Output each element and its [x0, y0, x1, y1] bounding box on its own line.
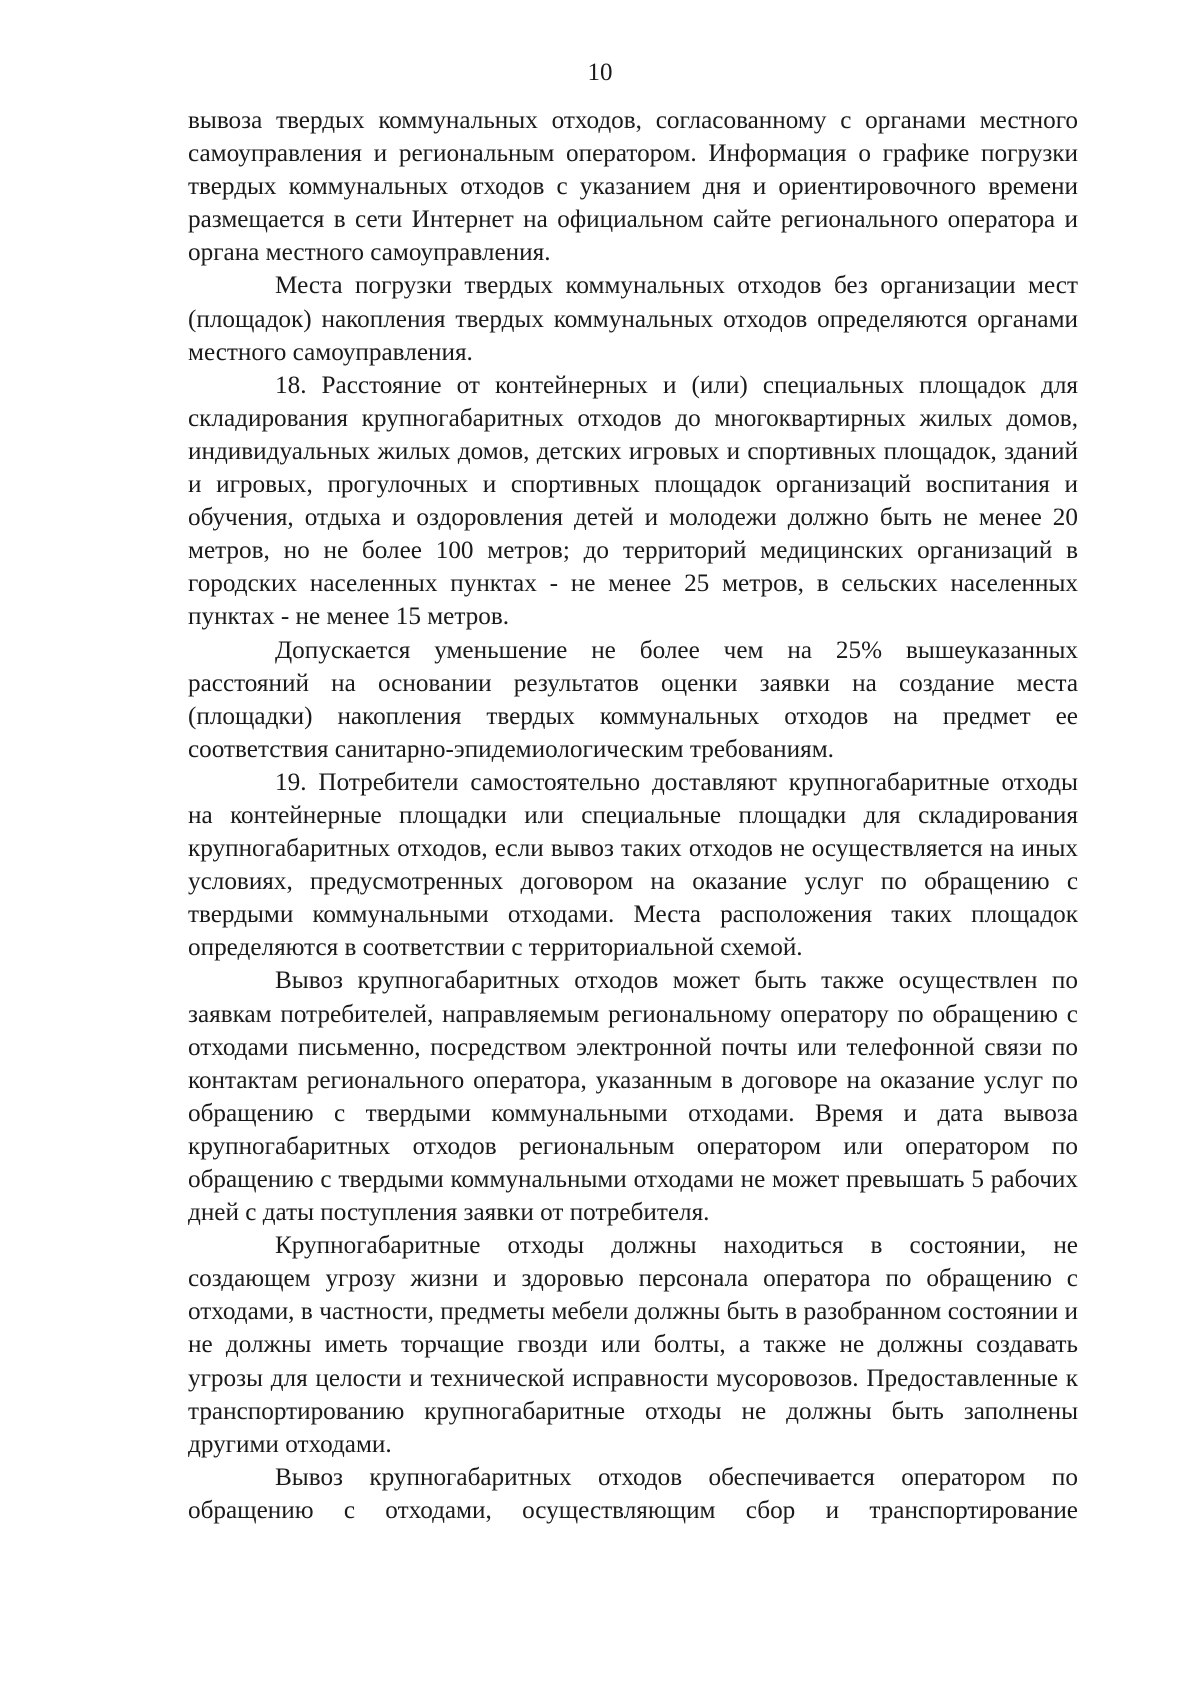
paragraph-bulky-waste-condition: Крупногабаритные отходы должны находиться в состоянии, не создающем угрозу жизни и здоровью персонала оператора по обращению с отходами, в частности, предметы мебели должны быть в разобранном состоянии и не должны иметь торчащие гвозди или болты, а также не должны создавать угрозы для целости и технической исправности мусоровозов. Предоставленные к транспортированию крупногабаритные отходы не должны быть заполнены другими отходами.	[188, 1232, 1078, 1458]
paragraph-removal-by-request: Вывоз крупногабаритных отходов может быть также осуществлен по заявкам потребителей, направляемым региональному оператору по обращению с отходами письменно, посредством электронной почты или телефонной связи по контактам регионального оператора, указанным в договоре на оказание услуг по обращению с твердыми коммунальными отходами. Время и дата вывоза крупногабаритных отходов региональным оператором или оператором по обращению с твердыми коммунальными отходами не может превышать 5 рабочих дней с даты поступления заявки от потребителя.	[188, 967, 1078, 1227]
paragraph-distance-reduction: Допускается уменьшение не более чем на 25% вышеуказанных расстояний на основании результатов оценки заявки на создание места (площадки) накопления твердых коммунальных отходов на предмет ее соответствия санитарно-эпидемиологическим требованиям.	[188, 636, 1078, 763]
paragraph-loading-places: Места погрузки твердых коммунальных отходов без организации мест (площадок) накопления твердых коммунальных отходов определяются органами местного самоуправления.	[188, 272, 1078, 366]
paragraph-removal-operator: Вывоз крупногабаритных отходов обеспечивается оператором по обращению с отходами, осуществляющим сбор и транспортирование	[188, 1463, 1078, 1524]
paragraph-item-19: 19. Потребители самостоятельно доставляют крупногабаритные отходы на контейнерные площадки или специальные площадки для складирования крупногабаритных отходов, если вывоз таких отходов не осуществляется на иных условиях, предусмотренных договором на оказание услуг по обращению с твердыми коммунальными отходами. Места расположения таких площадок определяются в соответствии с территориальной схемой.	[188, 768, 1078, 962]
paragraph-continuation: вывоза твердых коммунальных отходов, согласованному с органами местного самоуправления и региональным оператором. Информация о графике погрузки твердых коммунальных отходов с указанием дня и ориентировочного времени размещается в сети Интернет на официальном сайте регионального оператора и органа местного самоуправления.	[188, 107, 1078, 267]
document-body	[188, 104, 1078, 1527]
page-number: 10	[587, 59, 613, 86]
paragraph-item-18: 18. Расстояние от контейнерных и (или) специальных площадок для складирования крупногабаритных отходов до многоквартирных жилых домов, индивидуальных жилых домов, детских игровых и спортивных площадок, зданий и игровых, прогулочных и спортивных площадок организаций воспитания и обучения, отдыха и оздоровления детей и молодежи должно быть не менее 20 метров, но не более 100 метров; до территорий медицинских организаций в городских населенных пунктах - не менее 25 метров, в сельских населенных пунктах - не менее 15 метров.	[188, 371, 1078, 631]
